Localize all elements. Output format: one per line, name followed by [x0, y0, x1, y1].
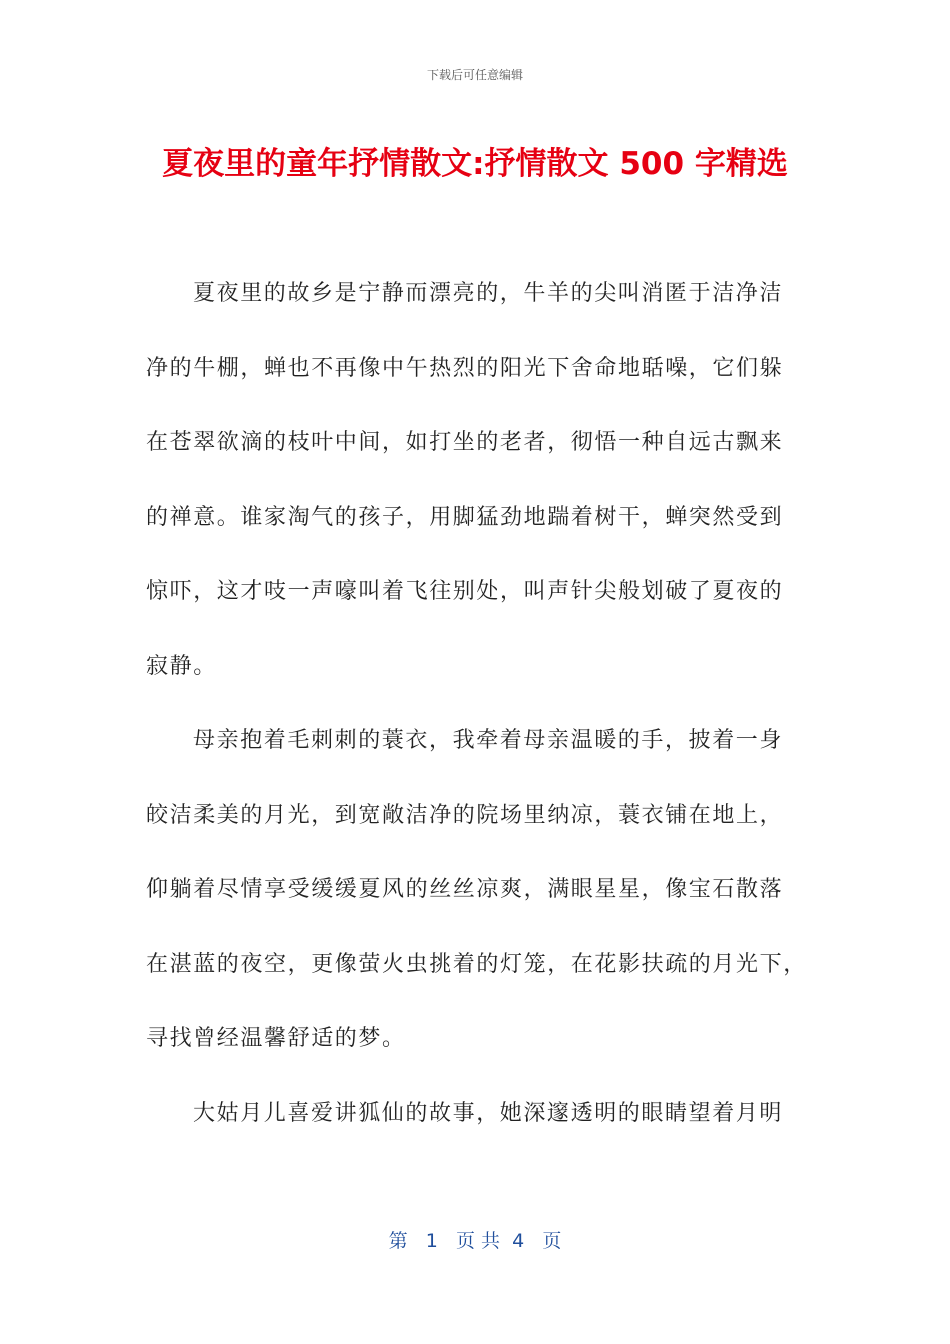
paragraph-2-line-4: 在湛蓝的夜空，更像萤火虫挑着的灯笼，在花影扶疏的月光下， — [146, 951, 807, 977]
paragraph-3-line-1: 大姑月儿喜爱讲狐仙的故事，她深邃透明的眼睛望着月明 — [193, 1100, 784, 1126]
paragraph-1-line-4: 的禅意。谁家淘气的孩子，用脚猛劲地踹着树干，蝉突然受到 — [146, 504, 784, 530]
paragraph-1-line-5: 惊吓，这才吱一声嚎叫着飞往别处，叫声针尖般划破了夏夜的 — [146, 579, 784, 604]
paragraph-2-line-5: 寻找曾经温馨舒适的梦。 — [146, 1026, 406, 1051]
document-title: 夏夜里的童年抒情散文:抒情散文 500 字精选 — [162, 146, 788, 182]
paragraph-2-line-3: 仰躺着尽情享受缓缓夏风的丝丝凉爽，满眼星星，像宝石散落 — [146, 877, 784, 902]
paragraph-1-line-2: 净的牛棚，蝉也不再像中午热烈的阳光下舍命地聒噪，它们躲 — [146, 355, 784, 381]
paragraph-1-line-6: 寂静。 — [146, 653, 217, 679]
document-body — [146, 257, 806, 1151]
paragraph-2-line-2: 皎洁柔美的月光，到宽敞洁净的院场里纳凉，蓑衣铺在地上， — [146, 802, 784, 828]
paragraph-1-line-1: 夏夜里的故乡是宁静而漂亮的，牛羊的尖叫消匿于洁净洁 — [193, 281, 784, 306]
paragraph-2-line-1: 母亲抱着毛刺刺的蓑衣，我牵着母亲温暖的手，披着一身 — [193, 728, 784, 753]
page-number-footer: 第 1 页 共 4 页 — [388, 1230, 562, 1252]
header-note: 下载后可任意编辑 — [426, 68, 523, 82]
paragraph-1-line-3: 在苍翠欲滴的枝叶中间，如打坐的老者，彻悟一种自远古飘来 — [146, 430, 784, 455]
